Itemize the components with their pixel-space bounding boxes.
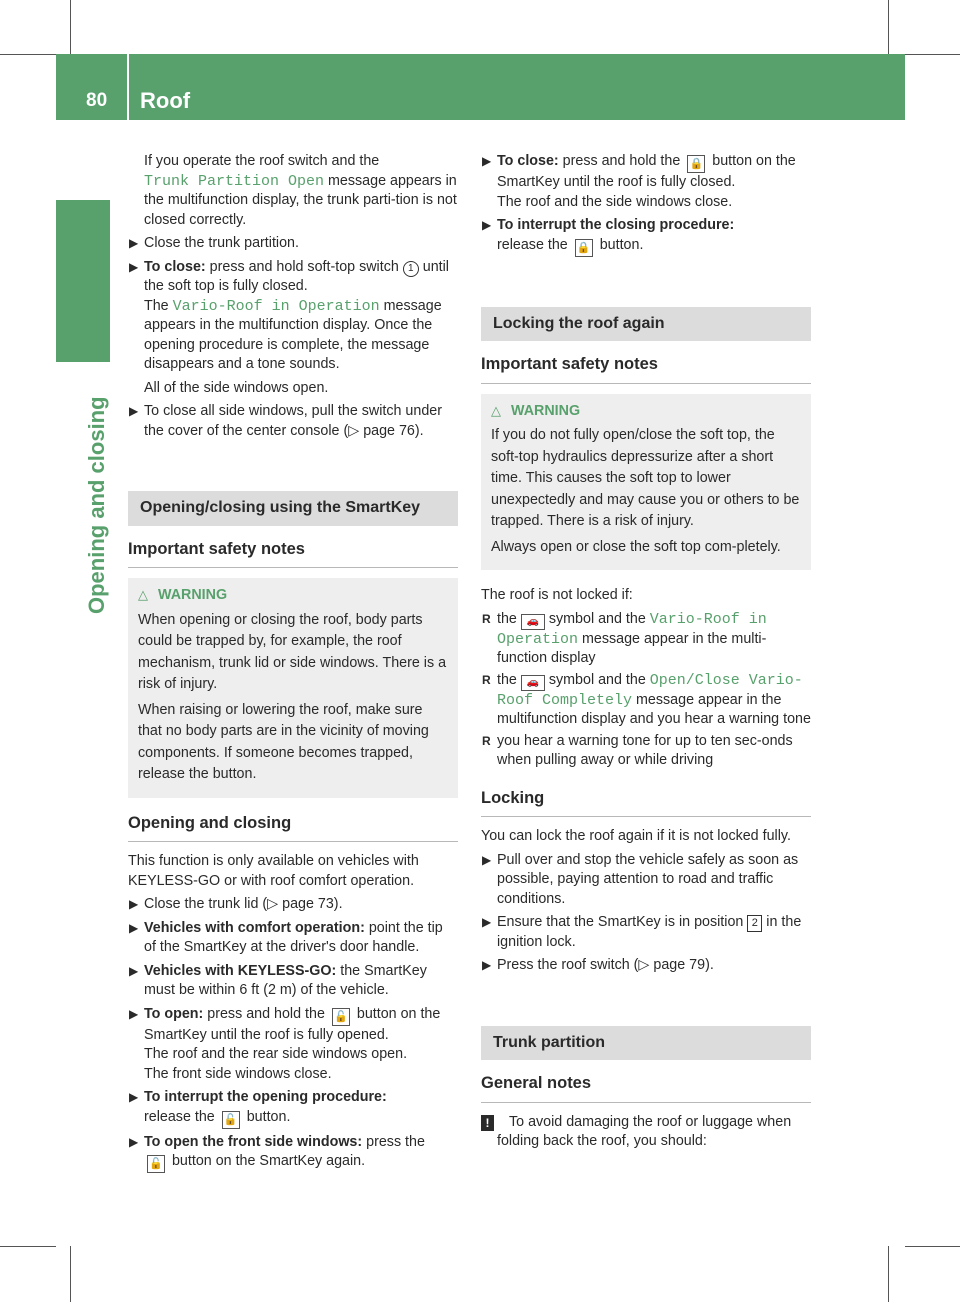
warning-box: △ WARNING If you do not fully open/close the soft top, the soft-top hydraulics depressurize after a short time. This causes the soft top to lower unexpectedly and may cause you or others to be trapped. There is a risk of injury. Always open or close the soft top com-pletely. [481, 394, 811, 571]
arrow-icon: ▶ [129, 259, 139, 274]
instruction-step: ▶ To interrupt the closing procedure: release the 🔒 button. [481, 216, 811, 257]
instruction-step: ▶ To interrupt the opening procedure: release the 🔓 button. [128, 1088, 458, 1129]
right-column [481, 152, 811, 1156]
arrow-icon: ▶ [129, 1090, 139, 1104]
section-heading: Opening/closing using the SmartKey [128, 491, 458, 526]
display-message: Vario-Roof in Operation [497, 610, 767, 648]
car-roof-icon: 🚗 [521, 675, 545, 691]
arrow-icon: ▶ [482, 958, 492, 972]
crop-mark [0, 54, 56, 55]
crop-mark [888, 1246, 889, 1302]
arrow-icon: ▶ [482, 852, 492, 867]
lock-icon: 🔒 [575, 239, 593, 257]
arrow-icon: ▶ [129, 897, 139, 911]
display-message: Open/Close Vario-Roof Completely [497, 671, 803, 709]
instruction-step: ▶ Vehicles with KEYLESS-GO: the SmartKey must be within 6 ft (2 m) of the vehicle. [129, 962, 427, 998]
page-title: Roof [140, 88, 191, 113]
crop-mark [0, 1246, 56, 1247]
arrow-icon: ▶ [129, 404, 139, 418]
section-heading: Locking the roof again [481, 307, 811, 342]
display-message: Vario-Roof in Operation [172, 297, 380, 315]
paragraph: This function is only available on vehicles with KEYLESS-GO or with roof comfort operation. [128, 853, 419, 889]
paragraph: The roof is not locked if: [481, 587, 633, 603]
arrow-icon: ▶ [129, 963, 139, 978]
exclamation-icon: ! [481, 1115, 494, 1131]
arrow-icon: ▶ [482, 154, 492, 168]
subheading: Locking [481, 789, 811, 818]
arrow-icon: ▶ [129, 1006, 139, 1021]
instruction-step: ▶ Pull over and stop the vehicle safely as soon as possible, paying attention to road and traffic conditions. [482, 851, 799, 907]
subheading: General notes [481, 1074, 811, 1103]
instruction-step: ▶ To close: press and hold soft-top switch 1 until the soft top is fully closed. The Vario-Roof in Operation message appears in the multifunction display. Once the opening procedure is complete, the message disappears and a tone sounds. All of the side windows open. [129, 258, 449, 396]
subheading: Opening and closing [128, 814, 458, 843]
lock-icon: 🔒 [687, 155, 705, 173]
arrow-icon: ▶ [482, 915, 492, 929]
display-message: Trunk Partition Open [144, 172, 325, 190]
instruction-step: ▶ Close the trunk partition. [128, 234, 458, 254]
crop-mark [905, 54, 960, 55]
crop-mark [905, 1246, 960, 1247]
instruction-step: ▶ To close: press and hold the 🔒 button on the SmartKey until the roof is fully closed. The roof and the side windows close. [482, 153, 796, 210]
instruction-step: ▶ To close all side windows, pull the switch under the cover of the center console (▷ page 76). [129, 403, 443, 439]
note: ! To avoid damaging the roof or luggage when folding back the roof, you should: [481, 1113, 811, 1152]
car-roof-icon: 🚗 [521, 614, 545, 630]
instruction-step: ▶ To open: press and hold the 🔓 button on the SmartKey until the roof is fully opened. The roof and the rear side windows open. The front side windows close. [129, 1005, 441, 1082]
header-divider [127, 54, 129, 120]
instruction-step: ▶ Vehicles with comfort operation: point the tip of the SmartKey at the driver's door handle. [129, 919, 443, 955]
left-column [128, 152, 458, 1177]
instruction-step: ▶ Close the trunk lid (▷ page 73). [128, 895, 458, 915]
subheading: Important safety notes [481, 355, 811, 384]
subheading: Important safety notes [128, 540, 458, 569]
list-item: R the 🚗 symbol and the Vario-Roof in Operation message appear in the multi-function display [482, 610, 767, 666]
callout-number: 1 [403, 261, 419, 277]
instruction-step: ▶ Press the roof switch (▷ page 79). [481, 956, 811, 976]
crop-mark [70, 0, 71, 54]
list-item: R you hear a warning tone for up to ten sec-onds when pulling away or while driving [482, 732, 793, 768]
arrow-icon: ▶ [129, 1134, 139, 1149]
arrow-icon: ▶ [482, 218, 492, 232]
unlock-icon: 🔓 [332, 1008, 350, 1026]
chapter-label: Opening and closing [84, 396, 109, 614]
section-heading: Trunk partition [481, 1026, 811, 1061]
unlock-icon: 🔓 [222, 1111, 240, 1129]
page-number: 80 [86, 90, 108, 111]
paragraph: You can lock the roof again if it is not locked fully. [481, 828, 791, 844]
chapter-tab [56, 200, 110, 362]
crop-mark [888, 0, 889, 54]
paragraph: If you operate the roof switch and the Trunk Partition Open message appears in the multifunction display, the trunk parti-tion is not closed correctly. [144, 153, 457, 228]
page-header [56, 54, 905, 120]
list-item: R the 🚗 symbol and the Open/Close Vario-Roof Completely message appear in the multifunction display and you hear a warning tone [482, 671, 811, 727]
warning-triangle-icon: △ [138, 587, 148, 602]
arrow-icon: ▶ [129, 236, 139, 250]
key-position-number: 2 [747, 915, 762, 932]
unlock-icon: 🔓 [147, 1155, 165, 1173]
instruction-step: ▶ To open the front side windows: press the 🔓 button on the SmartKey again. [128, 1133, 458, 1174]
crop-mark [70, 1246, 71, 1302]
arrow-icon: ▶ [129, 920, 139, 935]
warning-box: △ WARNING When opening or closing the roof, body parts could be trapped by, for example, the roof mechanism, trunk lid or side windows. There is a risk of injury. When raising or lowering the roof, make sure that no body parts are in the vicinity of moving components. If someone becomes trapped, release the button. [128, 578, 458, 798]
instruction-step: ▶ Ensure that the SmartKey is in position 2 in the ignition lock. [482, 914, 802, 950]
warning-triangle-icon: △ [491, 402, 501, 418]
